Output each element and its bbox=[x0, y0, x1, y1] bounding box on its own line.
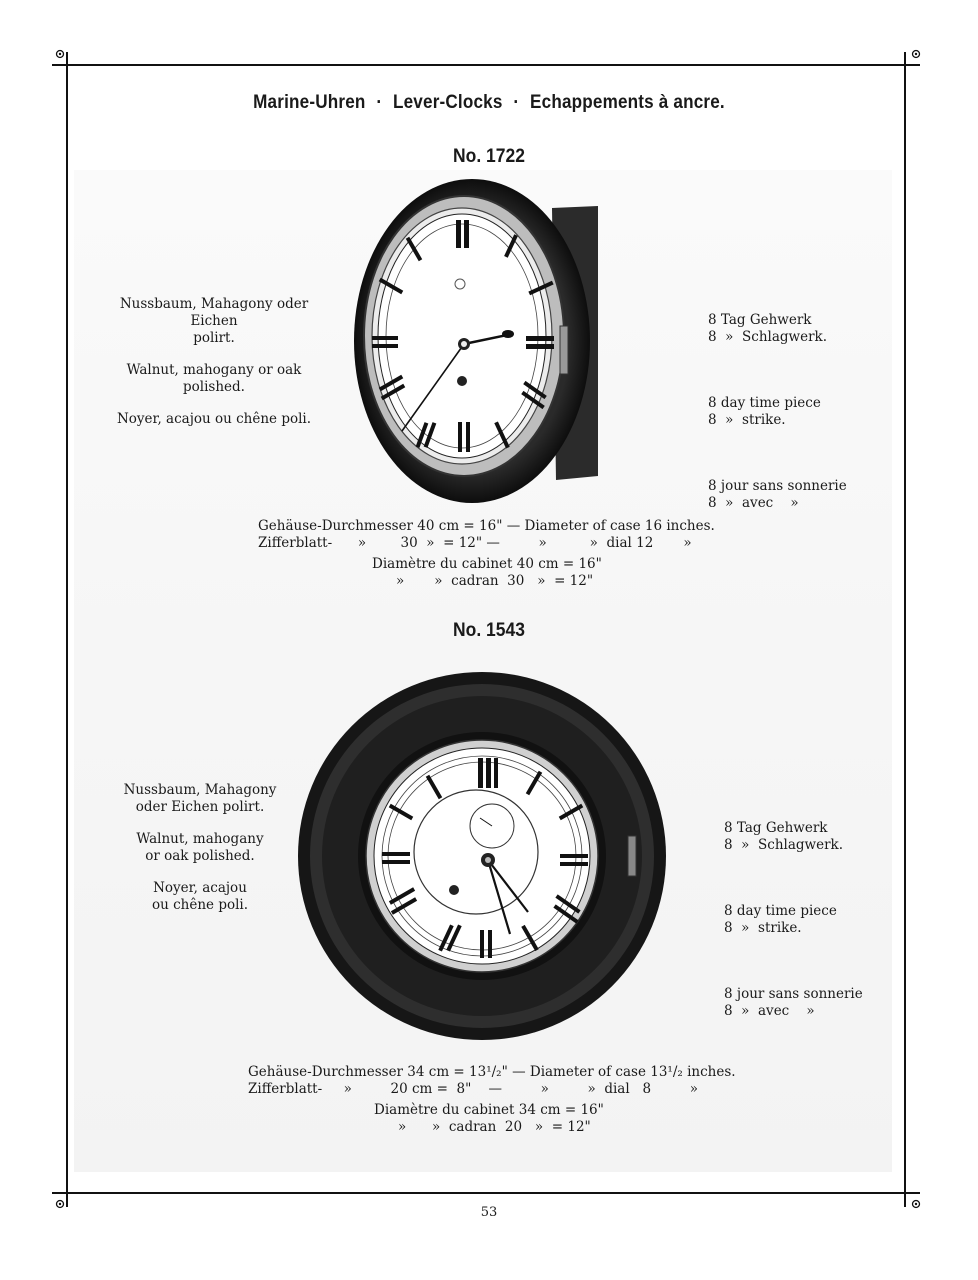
text-line: 8 » strike. bbox=[724, 920, 802, 936]
text-line: 8 day time piece bbox=[724, 903, 837, 919]
dimension-line: » » cadran 30 » = 12" bbox=[396, 573, 594, 589]
corner-ornament-icon bbox=[906, 48, 922, 64]
dimension-line: Diamètre du cabinet 34 cm = 16" bbox=[374, 1102, 604, 1118]
text-line: 8 » avec » bbox=[708, 495, 799, 511]
frame-bottom bbox=[52, 1192, 920, 1194]
material-german bbox=[100, 782, 300, 816]
movement-french bbox=[708, 478, 888, 512]
text-line: Noyer, acajou bbox=[153, 880, 247, 896]
text-line: 8 » strike. bbox=[708, 412, 786, 428]
product-model-number: No. 1722 bbox=[453, 146, 525, 167]
text-line: oder Eichen polirt. bbox=[135, 799, 265, 815]
movement-english bbox=[724, 903, 894, 937]
dimension-line: Gehäuse-Durchmesser 34 cm = 13¹/₂" — Diameter of case 13¹/₂ inches. bbox=[248, 1064, 736, 1080]
title-separator: · bbox=[376, 92, 383, 113]
material-german bbox=[96, 296, 332, 347]
dimension-line: Zifferblatt- » 30 » = 12" — » » dial 12 » bbox=[258, 535, 692, 551]
text-line: 8 » Schlagwerk. bbox=[708, 329, 827, 345]
frame-top bbox=[52, 64, 920, 66]
title-separator: · bbox=[513, 92, 520, 113]
dimension-line: Diamètre du cabinet 40 cm = 16" bbox=[372, 556, 602, 572]
title-german: Marine-Uhren bbox=[253, 92, 366, 113]
text-line: polirt. bbox=[193, 330, 235, 346]
text-line: 8 » avec » bbox=[724, 1003, 815, 1019]
text-line: 8 jour sans sonnerie bbox=[708, 478, 847, 494]
movement-german bbox=[724, 820, 894, 854]
movement-english bbox=[708, 395, 888, 429]
material-french bbox=[100, 880, 300, 914]
text-line: 8 jour sans sonnerie bbox=[724, 986, 863, 1002]
movements-list bbox=[724, 786, 894, 1052]
title-french: Echappements à ancre. bbox=[530, 92, 725, 113]
text-line: Nussbaum, Mahagony bbox=[123, 782, 277, 798]
dimension-line: » » cadran 20 » = 12" bbox=[398, 1119, 591, 1135]
materials-list bbox=[100, 782, 300, 929]
text-line: Walnut, mahogany or oak polished. bbox=[126, 362, 302, 395]
text-line: Walnut, mahogany bbox=[136, 831, 264, 847]
text-line: 8 day time piece bbox=[708, 395, 821, 411]
material-english bbox=[100, 831, 300, 865]
movement-french bbox=[724, 986, 894, 1020]
text-line: 8 » Schlagwerk. bbox=[724, 837, 843, 853]
text-line: Nussbaum, Mahagony oder Eichen bbox=[119, 296, 309, 329]
materials-list bbox=[96, 296, 332, 443]
dimension-line: Gehäuse-Durchmesser 40 cm = 16" — Diameter of case 16 inches. bbox=[258, 518, 715, 534]
dimension-line: Zifferblatt- » 20 cm = 8" — » » dial 8 » bbox=[248, 1081, 698, 1097]
movements-list bbox=[708, 278, 888, 544]
material-french bbox=[96, 411, 332, 428]
product-model-number: No. 1543 bbox=[453, 620, 525, 641]
text-line: Noyer, acajou ou chêne poli. bbox=[116, 411, 312, 427]
corner-ornament-icon bbox=[54, 48, 70, 64]
text-line: or oak polished. bbox=[145, 848, 255, 864]
clock-illustration-1722 bbox=[352, 176, 602, 514]
movement-german bbox=[708, 312, 888, 346]
material-english bbox=[96, 362, 332, 396]
page-number: 53 bbox=[480, 1205, 498, 1220]
page-title bbox=[49, 92, 929, 114]
title-english: Lever-Clocks bbox=[392, 92, 503, 113]
text-line: 8 Tag Gehwerk bbox=[724, 820, 828, 836]
text-line: ou chêne poli. bbox=[151, 897, 249, 913]
text-line: 8 Tag Gehwerk bbox=[708, 312, 812, 328]
clock-illustration-1543 bbox=[296, 662, 668, 1052]
